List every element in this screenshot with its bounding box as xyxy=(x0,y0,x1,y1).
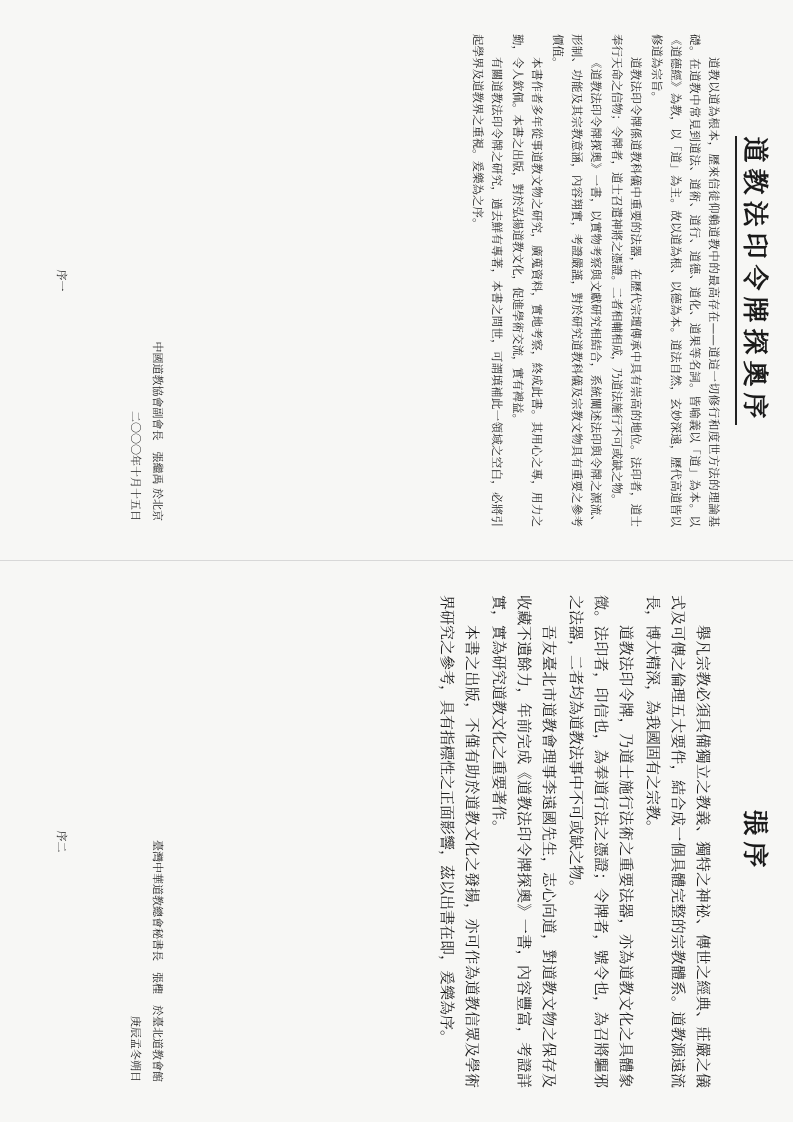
paragraph: 《道教法印令牌探奧》一書，以實物考察與文獻研究相結合，系統闡述法印與令牌之源流、形制、功能及其宗教意涵，內容翔實，考證嚴謹，對於研究道教科儀及宗教文物具有重要之參考價值。 xyxy=(551,34,603,527)
paragraph: 本書之出版，不僅有助於道教文化之發揚，亦可作為道教信眾及學術界研究之參考，具有指標性之正面影響，茲以出書在即，爰樂為序。 xyxy=(438,595,481,1088)
preface-one-signature: 中國道教協會副會長 張繼禹 於北京 xyxy=(151,341,164,521)
page-number: 序一 xyxy=(55,269,68,292)
paragraph: 舉凡宗教必須具備獨立之教義、獨特之神祕、傳世之經典、莊嚴之儀式及可傳之倫理五大要件，結合成一個具體完整的宗教體系。道教源遠流長，博大精深，為我國固有之宗教。 xyxy=(644,595,712,1088)
preface-one-body xyxy=(466,34,723,527)
paragraph: 有關道教法印令牌之研究，過去鮮有專著，本書之問世，可謂填補此一領域之空白，必將引起學界及道教界之重視。爰樂為之序。 xyxy=(471,34,504,527)
preface-two-signature: 臺灣中華道教總會秘書長 張檉 於臺北道教會館 xyxy=(151,840,164,1082)
page-number: 序二 xyxy=(55,830,68,853)
preface-one-date: 二〇〇〇年十月十五日 xyxy=(129,411,142,521)
paragraph: 本書作者多年從事道教文物之研究，廣蒐資料，實地考察，終成此書。其用心之專，用力之勤，令人欽佩。本書之出版，對於弘揚道教文化，促進學術交流，實有裨益。 xyxy=(511,34,544,527)
preface-two-date: 庚辰孟冬朔日 xyxy=(129,1016,142,1082)
preface-two-title: 張序 xyxy=(739,809,769,874)
preface-page-two xyxy=(0,561,793,1122)
paragraph: 吾友臺北市道教會理事李遠國先生，志心向道，對道教文物之保存及收藏不遺餘力，年前完成《道教法印令牌探奧》一書，內容豐富，考證詳實，實為研究道教文化之重要著作。 xyxy=(490,595,558,1088)
preface-one-title: 道教法印令牌探奧序 xyxy=(738,0,775,561)
paragraph: 道教以道為根本，歷來信徒仰賴道教中的最高存在——道這一切修行和度世方法的理論基礎。在道教中常見到道法、道術、道行、道德、道化、道果等名詞。皆喻義以「道」為本。以《道德經》為教，以「道」為主。故以道為根、以德為本。道法自然，玄妙深遠，歷代高道皆以修道為宗旨。 xyxy=(650,34,721,527)
preface-two-body xyxy=(432,595,715,1088)
paragraph: 道教法印令牌係道教科儀中重要的法器，在歷代宗壇傳承中具有崇高的地位。法印者，道士奉行天命之信物；令牌者，道士召遣神將之憑證。二者相輔相成，乃道法施行不可或缺之物。 xyxy=(610,34,643,527)
paragraph: 道教法印令牌，乃道士施行法術之重要法器，亦為道教文化之具體象徵。法印者，印信也，為奉道行法之憑證；令牌者，號令也，為召將驅邪之法器，二者均為道教法事中不可或缺之物。 xyxy=(567,595,635,1088)
